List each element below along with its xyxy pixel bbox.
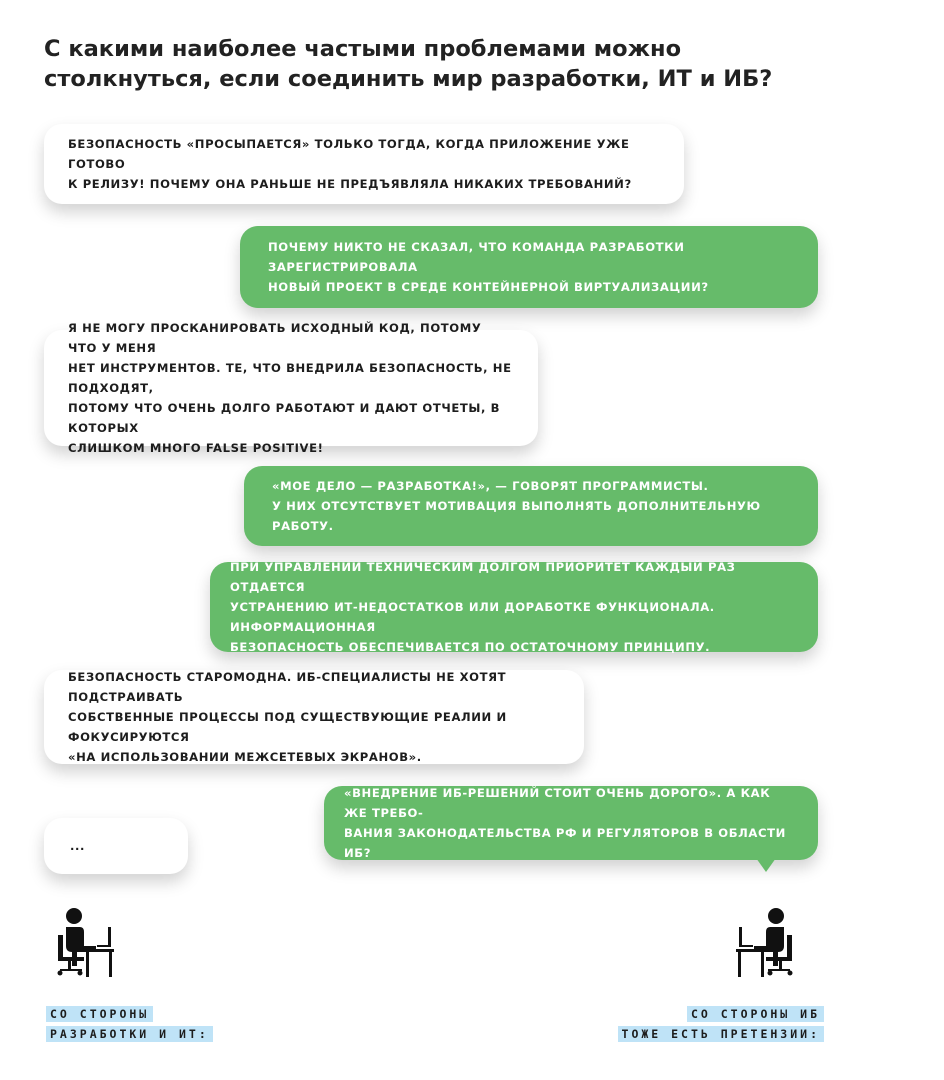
page-title: С какими наиболее частыми проблемами можно столкнуться, если соединить мир разработки, ИТ и ИБ? (44, 36, 773, 92)
message-bubble-sec-2 (44, 670, 584, 764)
message-bubble-sec-3 (324, 786, 818, 860)
message-text: «ВНЕДРЕНИЕ ИБ-РЕШЕНИЙ СТОИТ ОЧЕНЬ ДОРОГО». А КАК ЖЕ ТРЕБО- ВАНИЯ ЗАКОНОДАТЕЛЬСТВА РФ И РЕГУЛЯТОРОВ В ОБЛАСТИ ИБ? (344, 786, 786, 860)
message-text: ПОЧЕМУ НИКТО НЕ СКАЗАЛ, ЧТО КОМАНДА РАЗРАБОТКИ ЗАРЕГИСТРИРОВАЛА НОВЫЙ ПРОЕКТ В СРЕДЕ КОНТЕЙНЕРНОЙ ВИРТУАЛИЗАЦИИ? (268, 240, 709, 294)
message-text: БЕЗОПАСНОСТЬ СТАРОМОДНА. ИБ-СПЕЦИАЛИСТЫ НЕ ХОТЯТ ПОДСТРАИВАТЬ СОБСТВЕННЫЕ ПРОЦЕССЫ ПОД СУЩЕСТВУЮЩИЕ РЕАЛИИ И ФОКУСИРУЮТСЯ «НА ИСПОЛЬЗОВАНИИ МЕЖСЕТЕВЫХ ЭКРАНОВ». (68, 670, 507, 764)
person-at-computer-icon (52, 905, 116, 977)
message-text: Я НЕ МОГУ ПРОСКАНИРОВАТЬ ИСХОДНЫЙ КОД, ПОТОМУ ЧТО У МЕНЯ НЕТ ИНСТРУМЕНТОВ. ТЕ, ЧТО ВНЕДРИЛА БЕЗОПАСНОСТЬ, НЕ ПОДХОДЯТ, ПОТОМУ ЧТО ОЧЕНЬ ДОЛГО РАБОТАЮТ И ДАЮТ ОТЧЕТЫ, В КОТОРЫХ СЛИШКОМ МНОГО FALSE POSITIVE! (68, 321, 512, 455)
message-text: ... (70, 839, 86, 853)
message-bubble-dev-1 (44, 124, 684, 204)
caption-text: СО СТОРОНЫ РАЗРАБОТКИ И ИТ: (46, 1006, 213, 1042)
message-bubble-ellipsis (44, 818, 188, 874)
caption-dev-side (46, 1004, 266, 1044)
person-at-computer-icon (734, 905, 798, 977)
bubble-tail (756, 858, 776, 872)
message-text: «МОЕ ДЕЛО — РАЗРАБОТКА!», — ГОВОРЯТ ПРОГРАММИСТЫ. У НИХ ОТСУТСТВУЕТ МОТИВАЦИЯ ВЫПОЛНЯТЬ ДОПОЛНИТЕЛЬНУЮ РАБОТУ. (272, 479, 761, 533)
message-bubble-dev-4 (210, 562, 818, 652)
message-text: БЕЗОПАСНОСТЬ «ПРОСЫПАЕТСЯ» ТОЛЬКО ТОГДА, КОГДА ПРИЛОЖЕНИЕ УЖЕ ГОТОВО К РЕЛИЗУ! ПОЧЕМУ ОНА РАНЬШЕ НЕ ПРЕДЪЯВЛЯЛА НИКАКИХ ТРЕБОВАНИЙ? (68, 137, 632, 191)
message-bubble-dev-2 (44, 321, 538, 455)
message-bubble-sec-1 (240, 226, 818, 308)
caption-text: СО СТОРОНЫ ИБ ТОЖЕ ЕСТЬ ПРЕТЕНЗИИ: (618, 1006, 824, 1042)
message-text: ПРИ УПРАВЛЕНИИ ТЕХНИЧЕСКИМ ДОЛГОМ ПРИОРИТЕТ КАЖДЫЙ РАЗ ОТДАЕТСЯ УСТРАНЕНИЮ ИТ-НЕДОСТАТКОВ ИЛИ ДОРАБОТКЕ ФУНКЦИОНАЛА. ИНФОРМАЦИОННАЯ БЕЗОПАСНОСТЬ ОБЕСПЕЧИВАЕТСЯ ПО ОСТАТОЧНОМУ ПРИНЦИПУ. (230, 560, 736, 654)
caption-sec-side (584, 1004, 824, 1044)
message-bubble-dev-3 (244, 466, 818, 546)
